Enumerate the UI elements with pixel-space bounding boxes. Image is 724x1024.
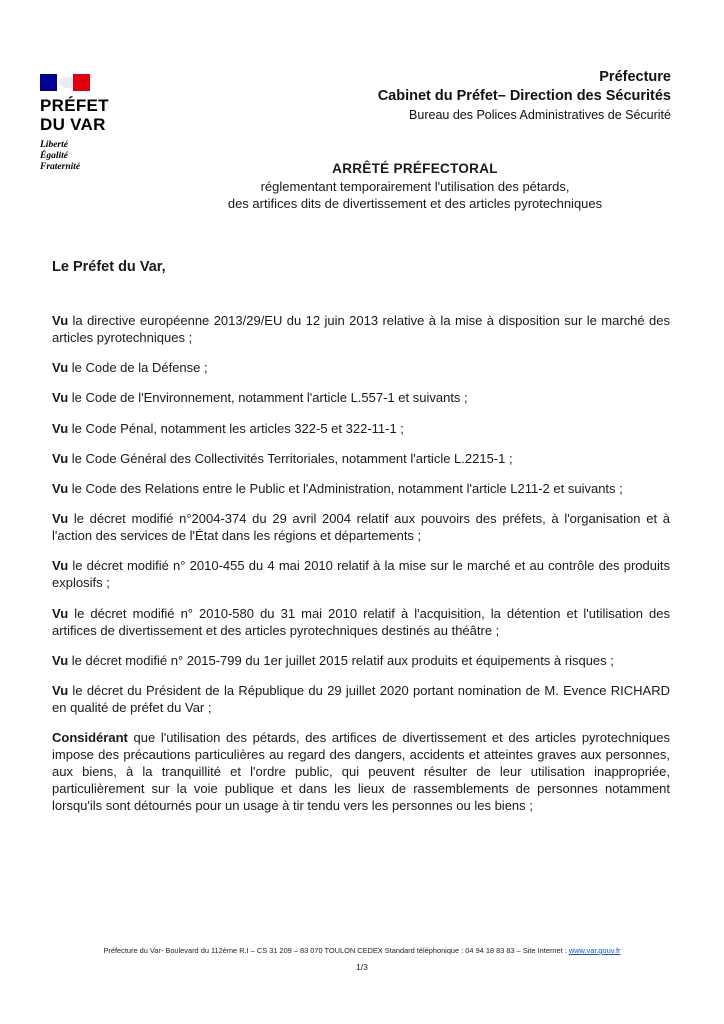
issuing-service-header — [378, 68, 671, 124]
paragraph-keyword: Vu — [52, 420, 69, 436]
logo-title-line2: DU VAR — [40, 115, 106, 134]
paragraph-text: le décret modifié n° 2015-799 du 1er juillet 2015 relatif aux produits et équipements à risques ; — [68, 652, 614, 668]
republic-motto — [40, 140, 109, 173]
paragraph-considerant — [52, 729, 670, 814]
paragraph-vu-decret-nomination — [52, 682, 670, 716]
header-bureau: Bureau des Polices Administratives de Sécurité — [409, 108, 671, 122]
paragraph-keyword: Vu — [52, 652, 69, 668]
paragraph-keyword: Vu — [52, 480, 69, 496]
paragraph-text: le Code de la Défense ; — [68, 360, 208, 376]
paragraph-keyword: Vu — [52, 558, 69, 574]
paragraph-keyword: Vu — [52, 390, 69, 406]
paragraph-keyword: Vu — [52, 360, 69, 376]
paragraph-text: le Code Général des Collectivités Territoriales, notamment l'article L.2215-1 ; — [68, 450, 513, 466]
paragraph-keyword: Vu — [52, 450, 69, 466]
paragraph-text: le décret modifié n° 2010-455 du 4 mai 2010 relatif à la mise sur le marché et au contrôle des produits explosifs ; — [52, 558, 670, 591]
page-footer — [0, 946, 724, 955]
logo-title-line1: PRÉFET — [40, 96, 109, 115]
paragraph-vu-decret-2004-374 — [52, 510, 670, 544]
title-main: ARRÊTÉ PRÉFECTORAL — [332, 161, 498, 176]
paragraph-keyword: Vu — [52, 682, 69, 698]
paragraph-vu-cgct — [52, 450, 670, 467]
title-subtitle-1: réglementant temporairement l'utilisation des pétards, — [260, 179, 570, 194]
french-flag-icon — [40, 74, 90, 91]
footer-website-link[interactable]: www.var.gouv.fr — [568, 946, 621, 955]
prefecture-logo — [40, 74, 109, 173]
logo-title — [40, 96, 109, 134]
paragraph-text: le décret du Président de la République du 29 juillet 2020 portant nomination de M. Evence RICHARD en qualité de préfet du Var ; — [52, 682, 670, 715]
paragraph-vu-decret-2015-799 — [52, 652, 670, 669]
paragraph-keyword: Vu — [52, 605, 69, 621]
title-subtitle-2: des artifices dits de divertissement et des articles pyrotechniques — [227, 196, 603, 211]
paragraph-text: le Code de l'Environnement, notamment l'article L.557-1 et suivants ; — [68, 390, 468, 406]
motto-fraternite: Fraternité — [40, 162, 81, 172]
paragraph-vu-decret-2010-580 — [52, 605, 670, 639]
motto-egalite: Égalité — [40, 151, 68, 161]
motto-liberte: Liberté — [40, 140, 68, 150]
header-prefecture: Préfecture — [599, 69, 671, 85]
paragraph-text: le Code des Relations entre le Public et l'Administration, notamment l'article L211-2 et suivants ; — [68, 480, 623, 496]
paragraph-keyword: Considérant — [52, 730, 128, 746]
footer-address: Préfecture du Var- Boulevard du 112ème R.I – CS 31 209 – 83 070 TOULON CEDEX Standard téléphonique : 04 94 18 83 83 – Site Internet : — [103, 946, 569, 955]
paragraph-text: la directive européenne 2013/29/EU du 12 juin 2013 relative à la mise à disposition sur le marché des articles pyrotechniques ; — [52, 313, 670, 345]
paragraph-vu-decret-2010-455 — [52, 557, 670, 591]
paragraph-keyword: Vu — [52, 511, 69, 527]
paragraph-vu-directive — [52, 312, 670, 346]
paragraph-vu-crpa — [52, 480, 670, 497]
paragraph-vu-code-environnement — [52, 389, 670, 406]
paragraph-keyword: Vu — [52, 313, 69, 328]
paragraph-text: que l'utilisation des pétards, des artifices de divertissement et des articles pyrotechniques impose des précautions particulières au regard des dangers, accidents et atteintes graves aux personnes, aux biens, à la tranquillité et l'ordre public, qui peuvent résulter de leur utilisation inappropriée, particulièrement sur la voie publique et dans les lieux de rassemblements de personnes notamment lorsqu'ils sont détournés pour un usage à tir tendu vers les personnes ou les biens ; — [52, 730, 670, 814]
prefet-heading: Le Préfet du Var, — [52, 259, 166, 275]
paragraph-text: le décret modifié n°2004-374 du 29 avril 2004 relatif aux pouvoirs des préfets, à l'organisation et à l'action des services de l'État dans les régions et départements ; — [52, 511, 670, 544]
paragraph-text: le Code Pénal, notamment les articles 322-5 et 322-11-1 ; — [68, 420, 404, 436]
paragraph-text: le décret modifié n° 2010-580 du 31 mai 2010 relatif à l'acquisition, la détention et l'utilisation des artifices de divertissement et des articles pyrotechniques destinés au théâtre ; — [52, 605, 670, 638]
paragraph-vu-code-penal — [52, 420, 670, 437]
paragraph-vu-code-defense — [52, 359, 670, 376]
document-body — [52, 312, 670, 827]
header-cabinet: Cabinet du Préfet– Direction des Sécurités — [377, 88, 671, 104]
document-title — [150, 160, 680, 212]
page-number: 1/3 — [356, 962, 368, 972]
